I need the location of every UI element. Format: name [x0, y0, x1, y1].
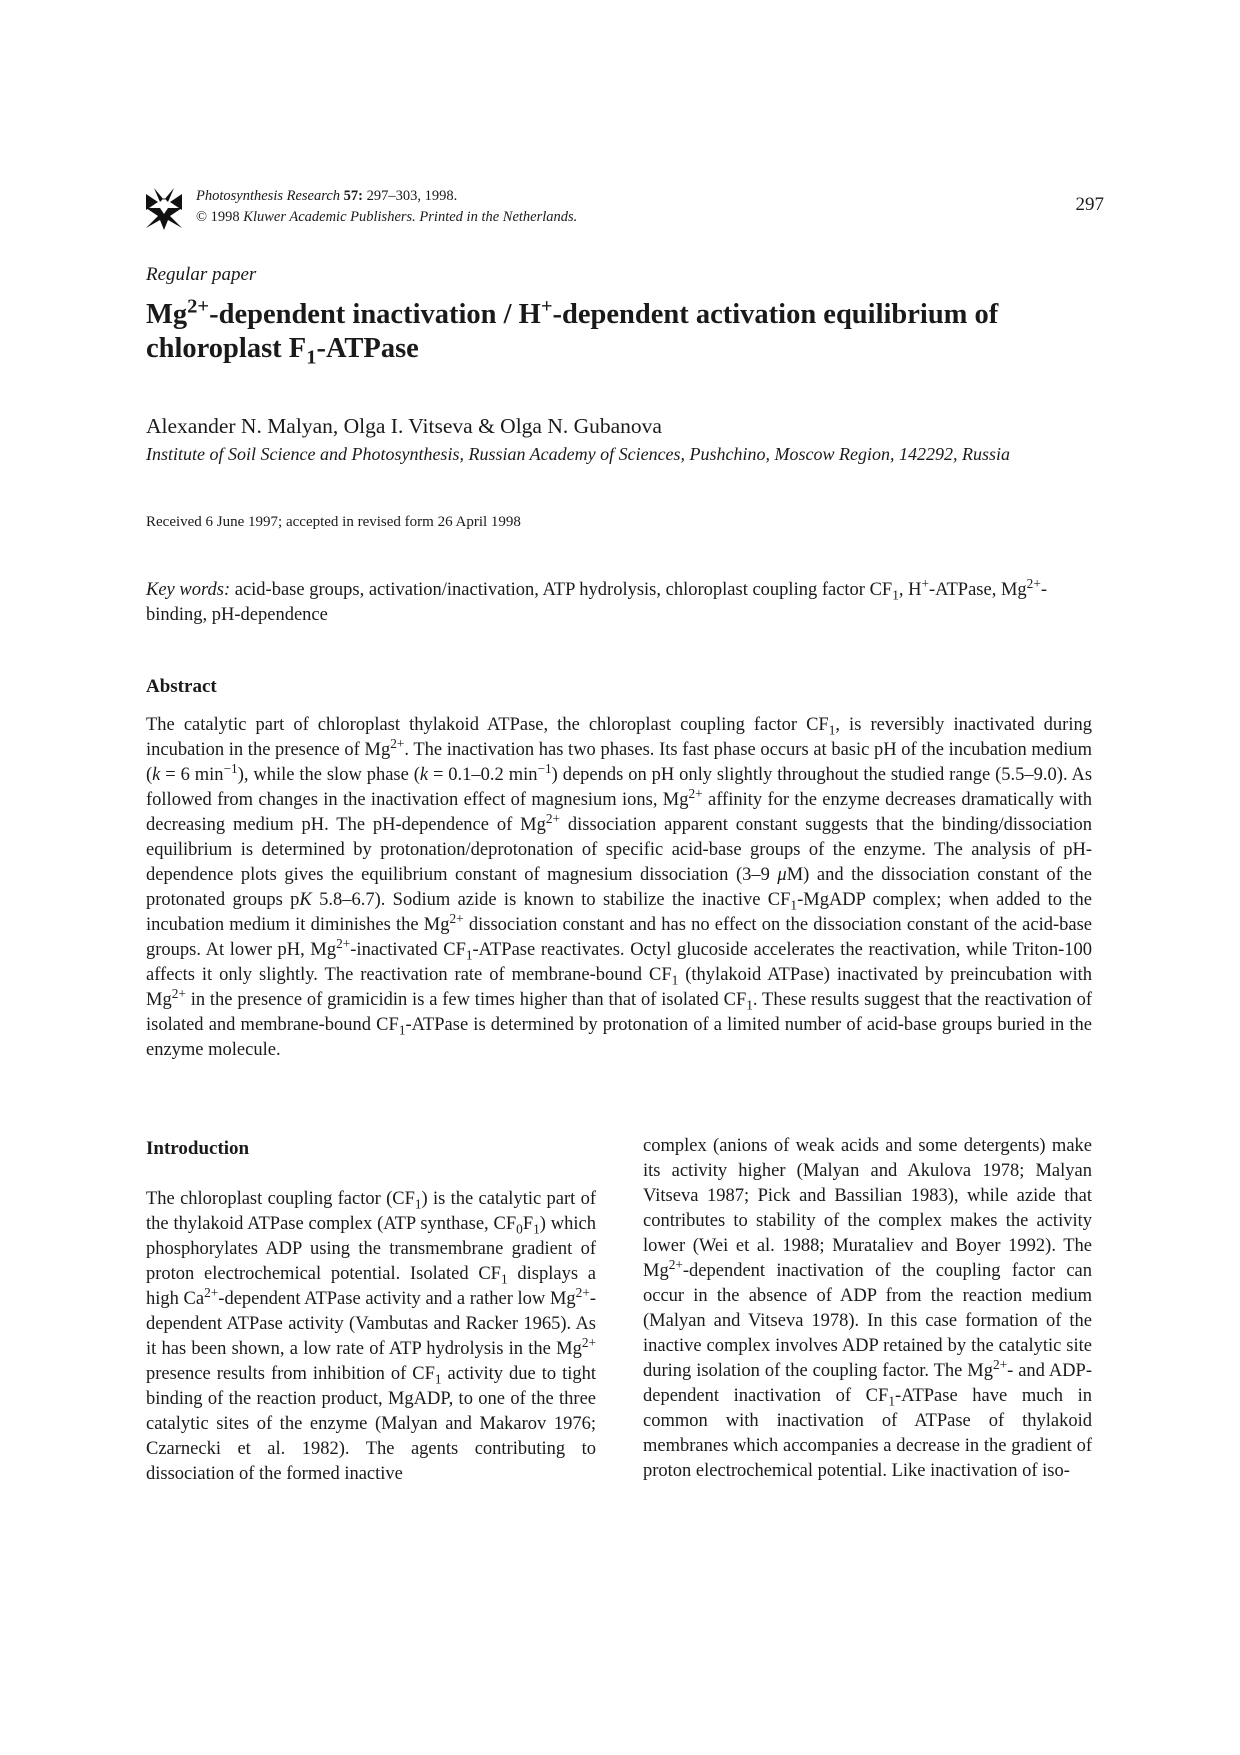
page-number: 297 — [1075, 194, 1104, 215]
intro-text: ) is the catalytic part of the thylakoid ATPase complex (ATP synthase, CF — [146, 1189, 596, 1234]
intro-sub: 1 — [500, 1271, 508, 1287]
intro-column-left — [146, 1187, 596, 1487]
intro-sup: 2+ — [668, 1256, 683, 1272]
abstract-text: = 6 min — [160, 765, 224, 785]
abstract-text: , is reversibly inactivated during incubation in the presence of Mg — [146, 715, 1092, 760]
abstract-text: -MgADP complex; when added to the incubation medium it diminishes the Mg — [146, 890, 1092, 935]
abstract-sup: 2+ — [545, 810, 561, 826]
abstract-sub: 1 — [790, 897, 798, 913]
publisher-name: Kluwer Academic Publishers. — [243, 209, 416, 225]
abstract-text: -ATPase reactivates. Octyl glucoside accelerates the reactivation, while Triton-100 affects it only slightly. The reactivation rate of membrane-bound CF — [146, 940, 1092, 985]
keywords-text: -binding, pH-dependence — [146, 580, 1047, 625]
introduction-heading: Introduction — [146, 1138, 250, 1159]
intro-sub: 1 — [414, 1196, 422, 1212]
abstract-text: . These results suggest that the reactivation of isolated and membrane-bound CF — [146, 990, 1092, 1035]
intro-text: -dependent ATPase activity (Vambutas and Racker 1965). As it has been shown, a low rate of ATP hydrolysis in the Mg — [146, 1289, 597, 1359]
abstract-paragraph — [146, 713, 1092, 1063]
intro-text: The chloroplast coupling factor (CF — [146, 1189, 415, 1209]
keywords-text: -ATPase, Mg — [929, 580, 1027, 600]
abstract-sub: 1 — [671, 972, 679, 988]
journal-pages-year: 297–303, 1998. — [366, 188, 458, 204]
intro-text: -ATPase have much in common with inactivation of ATPase of thylakoid membranes which accompanies a decrease in the gradient of proton electrochemical potential. Like inactivation of iso- — [643, 1386, 1092, 1481]
intro-sup: 2+ — [581, 1334, 596, 1350]
intro-text: - and ADP-dependent inactivation of CF — [643, 1361, 1092, 1406]
title-sub: 1 — [306, 346, 317, 369]
keywords-sup: 2+ — [1026, 575, 1041, 591]
abstract-sub: 1 — [398, 1022, 406, 1038]
title-text: -dependent inactivation / H — [209, 299, 541, 330]
abstract-sup: −1 — [537, 760, 552, 776]
intro-text: F — [522, 1214, 534, 1234]
keywords-text: acid-base groups, activation/inactivation, ATP hydrolysis, chloroplast coupling factor CF — [230, 580, 893, 600]
intro-text: presence results from inhibition of CF — [146, 1364, 435, 1384]
printed-note: Printed in the Netherlands. — [419, 209, 578, 225]
intro-text: complex (anions of weak acids and some detergents) make its activity higher (Malyan and Akulova 1978; Malyan Vitseva 1987; Pick and Bassilian 1983), while azide that contributes to stability of the complex makes the activity lower (Wei et al. 1988; Murataliev and Boyer 1992). The Mg — [643, 1136, 1092, 1281]
intro-paragraph — [643, 1134, 1092, 1484]
intro-sub: 1 — [533, 1221, 540, 1237]
abstract-sup: 2+ — [336, 935, 351, 951]
abstract-sup: 2+ — [390, 735, 405, 751]
title-sup: + — [540, 295, 553, 318]
abstract-sup: −1 — [223, 760, 238, 776]
copyright-symbol: © — [196, 209, 208, 225]
journal-citation — [196, 186, 796, 228]
abstract-text: (thylakoid ATPase) inactivated by preincubation with Mg — [146, 965, 1092, 1010]
intro-text: activity due to tight binding of the reaction product, MgADP, to one of the three catalytic sites of the enzyme (Malyan and Makarov 1976; Czarnecki et al. 1982). The agents contributing to dissociation of the formed inactive — [146, 1364, 596, 1484]
abstract-text: -ATPase is determined by protonation of a limited number of acid-base groups buried in the enzyme molecule. — [146, 1015, 1092, 1060]
abstract-text: -inactivated CF — [350, 940, 466, 960]
intro-text: -dependent ATPase activity and a rather low Mg — [218, 1289, 576, 1309]
abstract-text: dissociation apparent constant suggests that the binding/dissociation equilibrium is determined by protonation/deprotonation of specific acid-base groups of the enzyme. The analysis of pH-dependence plots gives the equilibrium constant of magnesium dissociation (3–9 — [146, 815, 1092, 885]
title-text: Mg — [146, 299, 188, 330]
intro-sup: 2+ — [204, 1284, 219, 1300]
abstract-sup: 2+ — [449, 910, 464, 926]
keywords-sup: + — [921, 575, 930, 591]
abstract-heading: Abstract — [146, 676, 217, 697]
abstract-sub: 1 — [746, 997, 753, 1013]
abstract-body — [146, 713, 1092, 1063]
abstract-text: . The inactivation has two phases. Its fast phase occurs at basic pH of the incubation medium ( — [146, 740, 1092, 785]
paper-title — [146, 295, 1106, 369]
copyright-year: 1998 — [210, 209, 240, 225]
abstract-sub: 1 — [465, 947, 473, 963]
abstract-italic: k — [152, 765, 161, 785]
title-sup: 2+ — [187, 295, 210, 318]
journal-line-2 — [196, 207, 796, 228]
abstract-italic: k — [419, 765, 429, 785]
abstract-italic: μ — [777, 865, 787, 885]
keywords-sub: 1 — [892, 587, 899, 603]
abstract-text: dissociation constant and has no effect on the dissociation constant of the acid-base groups. At lower pH, Mg — [146, 915, 1092, 960]
intro-text: displays a high Ca — [146, 1264, 596, 1309]
received-dates: Received 6 June 1997; accepted in revised form 26 April 1998 — [146, 514, 521, 530]
abstract-sup: 2+ — [688, 785, 703, 801]
abstract-text: ), while the slow phase ( — [237, 765, 420, 785]
abstract-sup: 2+ — [171, 985, 186, 1001]
abstract-text: The catalytic part of chloroplast thylakoid ATPase, the chloroplast coupling factor CF — [146, 715, 829, 735]
title-text: -dependent activation equilibrium of chloroplast F — [146, 299, 999, 364]
abstract-text: ) depends on pH only slightly throughout the studied range (5.5–9.0). As followed from changes in the inactivation effect of magnesium ions, Mg — [146, 765, 1093, 810]
abstract-text: in the presence of gramicidin is a few times higher than that of isolated CF — [185, 990, 747, 1010]
abstract-text: 5.8–6.7). Sodium azide is known to stabilize the inactive CF — [311, 890, 791, 910]
abstract-text: affinity for the enzyme decreases dramatically with decreasing medium pH. The pH-dependence of Mg — [146, 790, 1092, 835]
intro-sup: 2+ — [992, 1356, 1008, 1372]
keywords — [146, 575, 1092, 628]
intro-paragraph — [146, 1187, 596, 1487]
intro-sub: 1 — [888, 1393, 895, 1409]
intro-text: -dependent inactivation of the coupling factor can occur in the absence of ADP from the reaction medium (Malyan and Vitseva 1978). In this case formation of the inactive complex involves ADP retained by the catalytic site during isolation of the coupling factor. The Mg — [643, 1261, 1092, 1381]
paper-type: Regular paper — [146, 264, 257, 285]
keywords-text: , H — [898, 580, 922, 600]
abstract-sub: 1 — [828, 722, 836, 738]
abstract-italic: K — [299, 890, 312, 910]
journal-volume: 57: — [343, 188, 363, 204]
abstract-text: M) and the dissociation constant of the protonated groups p — [146, 865, 1092, 910]
abstract-text: = 0.1–0.2 min — [428, 765, 538, 785]
journal-line-1 — [196, 186, 796, 207]
intro-sub: 0 — [516, 1221, 523, 1237]
affiliation: Institute of Soil Science and Photosynthesis, Russian Academy of Sciences, Pushchino, Moscow Region, 142292, Russia — [146, 444, 1011, 464]
title-text: -ATPase — [316, 333, 419, 364]
journal-name: Photosynthesis Research — [196, 188, 341, 204]
keywords-label: Key words: — [146, 580, 231, 600]
intro-sup: 2+ — [575, 1284, 590, 1300]
intro-text: ) which phosphorylates ADP using the transmembrane gradient of proton electrochemical potential. Isolated CF — [146, 1214, 596, 1284]
authors: Alexander N. Malyan, Olga I. Vitseva & Olga N. Gubanova — [146, 414, 662, 438]
publisher-logo-icon — [146, 188, 182, 230]
intro-sub: 1 — [434, 1371, 442, 1387]
intro-column-right — [643, 1134, 1092, 1484]
